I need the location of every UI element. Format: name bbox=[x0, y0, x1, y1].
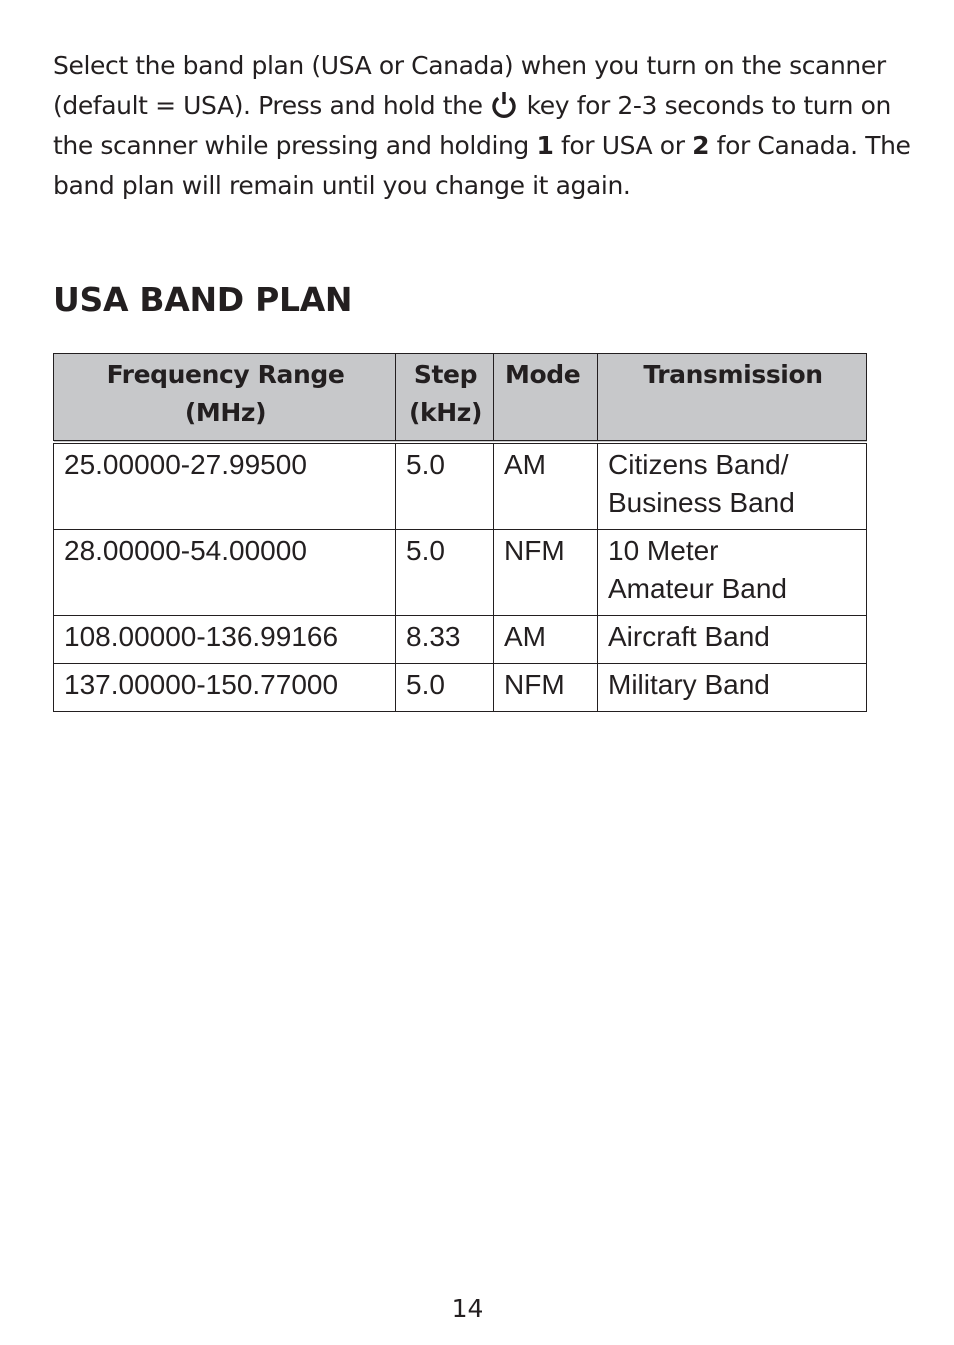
header-frequency-line1: Frequency Range bbox=[106, 360, 345, 389]
header-step bbox=[396, 354, 494, 443]
cell-step: 5.0 bbox=[396, 664, 494, 712]
cell-frequency: 137.00000-150.77000 bbox=[54, 664, 396, 712]
header-transmission: Transmission bbox=[598, 354, 867, 443]
intro-text-for-usa: for USA or bbox=[561, 131, 685, 160]
cell-frequency: 25.00000-27.99500 bbox=[54, 442, 396, 530]
intro-text-for-canada: for Canada. The band plan will remain until you change it again. bbox=[53, 131, 911, 200]
table-row bbox=[54, 616, 867, 664]
table-row bbox=[54, 530, 867, 616]
intro-text-after-icon: key for 2-3 seconds to turn on the scanner while pressing and holding bbox=[53, 91, 891, 160]
cell-mode: NFM bbox=[494, 664, 598, 712]
cell-step: 5.0 bbox=[396, 530, 494, 616]
header-step-line2: (kHz) bbox=[409, 398, 482, 427]
intro-text-before-icon: Select the band plan (USA or Canada) when you turn on the scanner (default = USA). Press and hold the bbox=[53, 51, 886, 120]
cell-mode: AM bbox=[494, 442, 598, 530]
cell-step: 5.0 bbox=[396, 442, 494, 530]
header-mode: Mode bbox=[494, 354, 598, 443]
header-frequency-line2: (MHz) bbox=[184, 398, 267, 427]
table-header-row bbox=[54, 354, 867, 443]
table-row bbox=[54, 442, 867, 530]
key-usa: 1 bbox=[536, 131, 554, 160]
cell-transmission bbox=[598, 530, 867, 616]
cell-frequency: 28.00000-54.00000 bbox=[54, 530, 396, 616]
cell-frequency: 108.00000-136.99166 bbox=[54, 616, 396, 664]
header-step-line1: Step bbox=[413, 360, 478, 389]
cell-step: 8.33 bbox=[396, 616, 494, 664]
cell-transmission: Military Band bbox=[598, 664, 867, 712]
section-heading: USA BAND PLAN bbox=[53, 280, 353, 319]
cell-transmission: Aircraft Band bbox=[598, 616, 867, 664]
table-row bbox=[54, 664, 867, 712]
band-plan-table bbox=[53, 353, 867, 712]
key-canada: 2 bbox=[692, 131, 710, 160]
cell-transmission-line2: Business Band bbox=[608, 487, 795, 518]
cell-transmission bbox=[598, 442, 867, 530]
cell-transmission-line2: Amateur Band bbox=[608, 573, 787, 604]
cell-mode: AM bbox=[494, 616, 598, 664]
cell-transmission-line1: 10 Meter bbox=[608, 535, 719, 566]
intro-paragraph bbox=[53, 46, 913, 206]
page-number: 14 bbox=[451, 1294, 484, 1323]
cell-transmission-line1: Citizens Band/ bbox=[608, 449, 789, 480]
power-icon bbox=[489, 90, 519, 120]
cell-mode: NFM bbox=[494, 530, 598, 616]
header-frequency bbox=[54, 354, 396, 443]
